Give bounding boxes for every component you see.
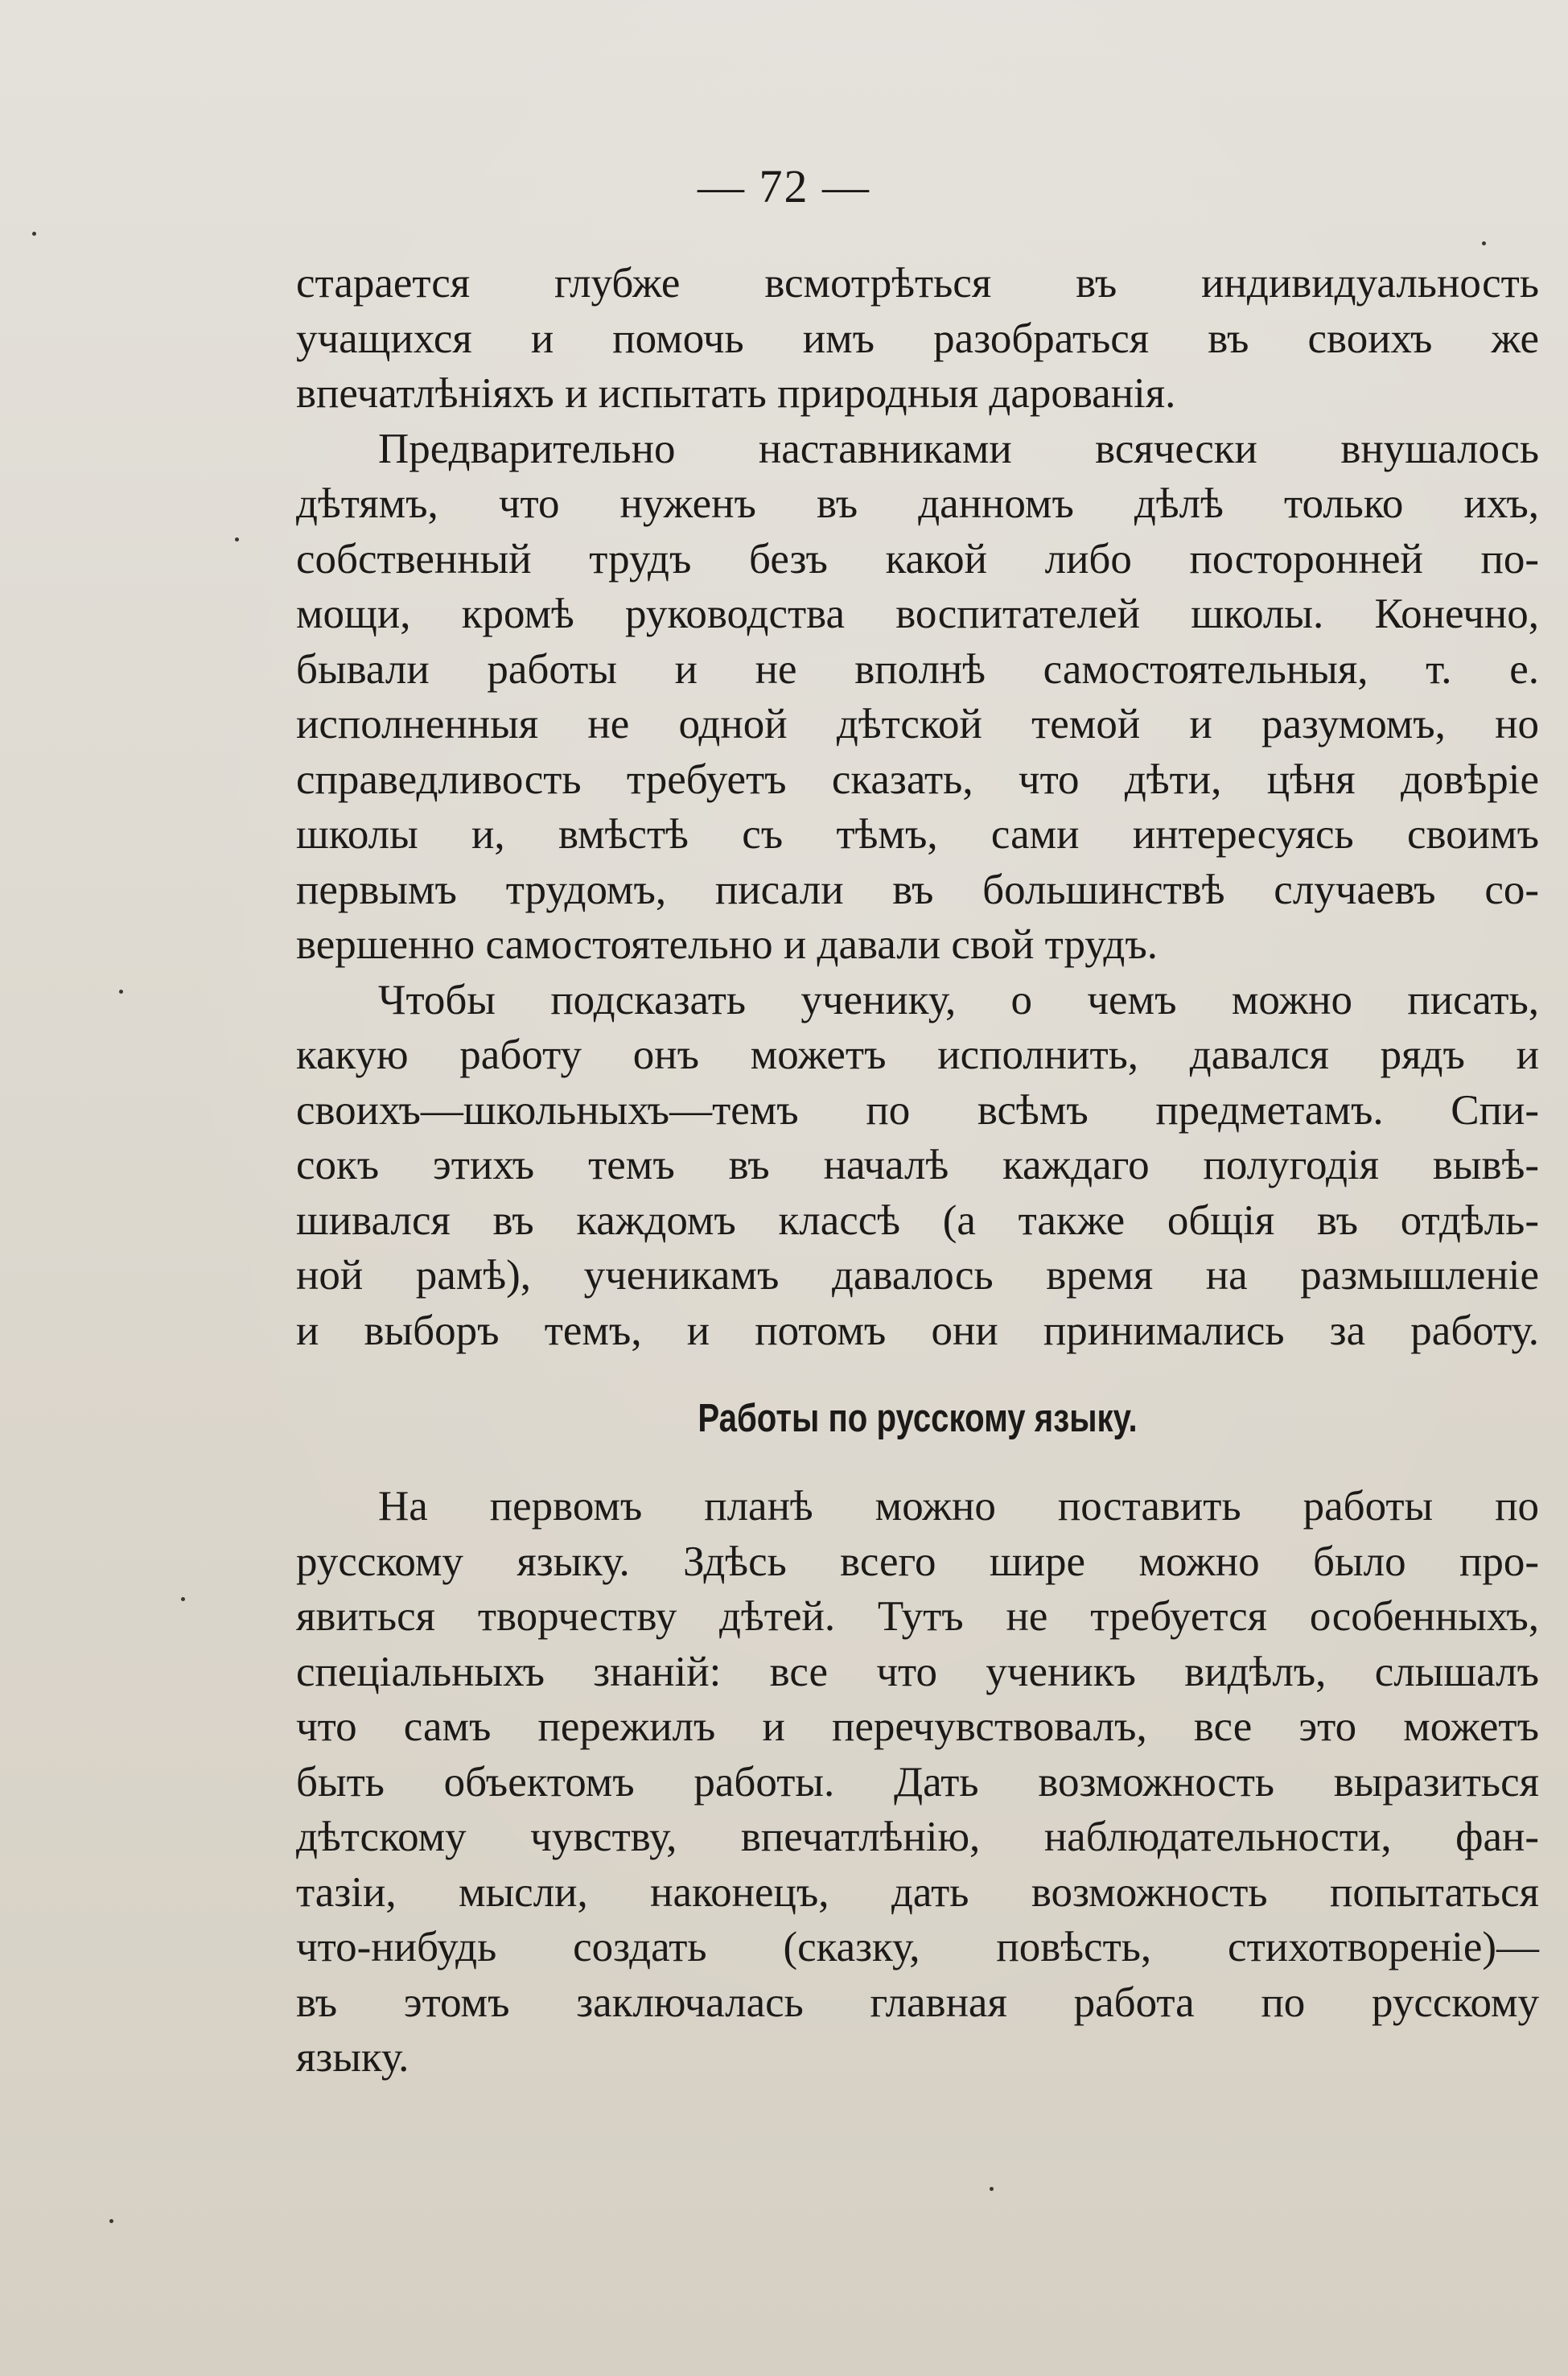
paragraph-3 bbox=[296, 973, 1539, 1359]
scan-speck bbox=[181, 1597, 185, 1601]
paragraph-2 bbox=[296, 422, 1539, 973]
scan-speck bbox=[235, 537, 239, 541]
text-line: спеціальныхъ знаній: все что ученикъ видѣлъ, слышалъ bbox=[296, 1648, 1539, 1695]
text-line: справедливость требуетъ сказать, что дѣти, цѣня довѣріе bbox=[296, 756, 1539, 803]
text-line: быть объектомъ работы. Дать возможность выразиться bbox=[296, 1758, 1539, 1806]
text-line: что самъ пережилъ и перечувствовалъ, все это можетъ bbox=[296, 1703, 1539, 1750]
paragraph-4 bbox=[296, 1479, 1539, 2086]
text-line: первымъ трудомъ, писали въ большинствѣ случаевъ со- bbox=[296, 866, 1539, 913]
text-line: дѣтскому чувству, впечатлѣнію, наблюдательности, фан- bbox=[296, 1814, 1539, 1860]
text-line: исполненныя не одной дѣтской темой и разумомъ, но bbox=[296, 701, 1539, 747]
text-line: языку. bbox=[296, 2034, 409, 2081]
scan-speck bbox=[32, 232, 36, 236]
text-line: шивался въ каждомъ классѣ (а также общія въ отдѣль- bbox=[296, 1196, 1539, 1244]
scan-speck bbox=[119, 990, 123, 994]
text-line: Предварительно наставниками всячески внушалось bbox=[378, 425, 1539, 472]
text-line: школы и, вмѣстѣ съ тѣмъ, сами интересуясь своимъ bbox=[296, 811, 1539, 858]
text-line: и выборъ темъ, и потомъ они принимались за работу. bbox=[296, 1307, 1539, 1354]
text-line: вершенно самостоятельно и давали свой трудъ. bbox=[296, 921, 1159, 968]
text-line: учащихся и помочь имъ разобраться въ своихъ же bbox=[296, 315, 1539, 362]
text-line: бывали работы и не вполнѣ самостоятельныя, т. е. bbox=[296, 645, 1539, 693]
scan-speck bbox=[990, 2187, 994, 2191]
text-line: что-нибудь создать (сказку, повѣсть, стихотвореніе)— bbox=[296, 1924, 1539, 1970]
text-line: На первомъ планѣ можно поставить работы по bbox=[378, 1483, 1539, 1530]
text-line: собственный трудъ безъ какой либо посторонней по- bbox=[296, 535, 1539, 583]
text-line: своихъ—школьныхъ—темъ по всѣмъ предметамъ. Спи- bbox=[296, 1086, 1539, 1134]
text-line: старается глубже всмотрѣться въ индивидуальность bbox=[296, 260, 1539, 307]
text-line: въ этомъ заключалась главная работа по русскому bbox=[296, 1979, 1539, 2026]
page-number: — 72 — bbox=[698, 160, 870, 212]
text-line: ной рамѣ), ученикамъ давалось время на размышленіе bbox=[296, 1252, 1539, 1299]
text-column bbox=[296, 256, 1539, 2086]
text-line: Чтобы подсказать ученику, о чемъ можно писать, bbox=[378, 976, 1539, 1023]
section-heading: Работы по русскому языку. bbox=[698, 1397, 1138, 1440]
text-line: сокъ этихъ темъ въ началѣ каждаго полугодія вывѣ- bbox=[296, 1142, 1539, 1188]
text-line: явиться творчеству дѣтей. Тутъ не требуется особенныхъ, bbox=[296, 1593, 1539, 1640]
text-line: мощи, кромѣ руководства воспитателей школы. Конечно, bbox=[296, 591, 1539, 637]
scan-speck bbox=[109, 2219, 113, 2223]
text-line: впечатлѣніяхъ и испытать природныя дарованія. bbox=[296, 370, 1176, 417]
text-line: тазіи, мысли, наконецъ, дать возможность попытаться bbox=[296, 1868, 1539, 1916]
text-line: дѣтямъ, что нуженъ въ данномъ дѣлѣ только ихъ, bbox=[296, 480, 1539, 527]
text-line: русскому языку. Здѣсь всего шире можно было про- bbox=[296, 1538, 1539, 1585]
text-line: какую работу онъ можетъ исполнить, давался рядъ и bbox=[296, 1032, 1539, 1078]
paragraph-1 bbox=[296, 256, 1539, 422]
scan-speck bbox=[1482, 241, 1486, 245]
